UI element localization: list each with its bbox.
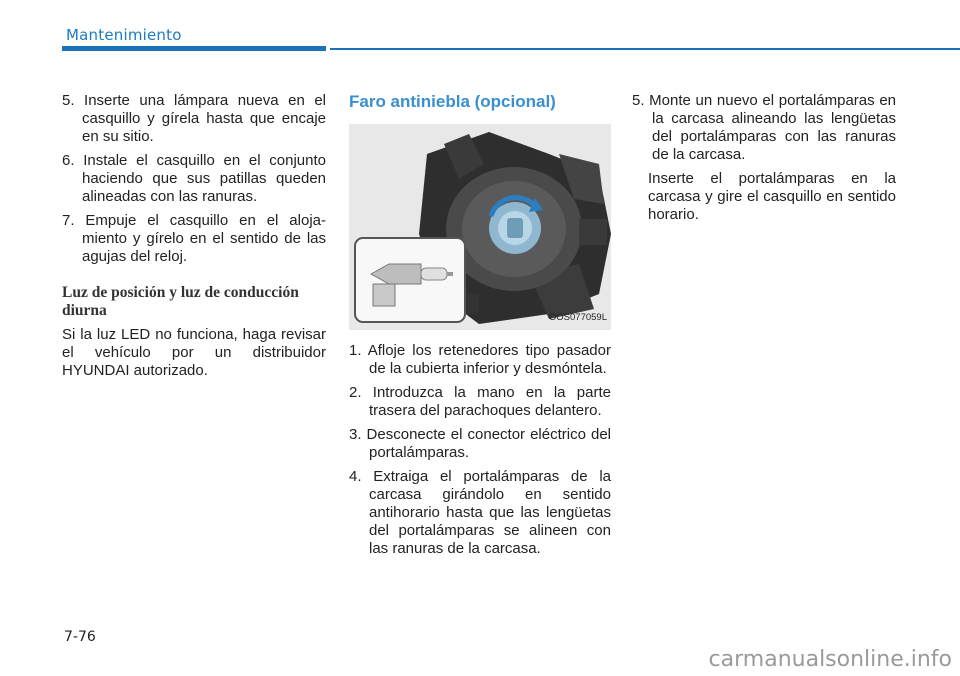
column-3 bbox=[632, 92, 896, 224]
page-number: 7-76 bbox=[64, 629, 96, 645]
column-1 bbox=[62, 92, 326, 380]
fog-lamp-figure bbox=[349, 124, 611, 330]
step-item: 5. Monte un nuevo el portalámparas en la carcasa alineando las lengüetas del portalámparas con las ranuras de la carcasa. bbox=[632, 92, 896, 163]
subheading-drl: Luz de posición y luz de conducción diurna bbox=[62, 284, 299, 319]
figure-code: OOS077059L bbox=[548, 312, 607, 323]
fog-lamp-illustration bbox=[349, 124, 611, 330]
header-rule-thin bbox=[330, 48, 960, 50]
header-rule-thick bbox=[62, 46, 326, 51]
watermark: carmanualsonline.info bbox=[708, 647, 952, 672]
step-item: 2. Introduzca la mano en la parte trasera del parachoques delantero. bbox=[349, 384, 611, 419]
steps-list-3 bbox=[632, 92, 896, 164]
step-item: 3. Desconecte el conector eléctrico del portalámparas. bbox=[349, 426, 611, 461]
steps-list-1 bbox=[62, 92, 326, 266]
step-item: 1. Afloje los retenedores tipo pasador de la cubierta inferior y desmóntela. bbox=[349, 342, 611, 377]
steps-list-2 bbox=[349, 342, 611, 558]
step-item: 6. Instale el casquillo en el conjunto haciendo que sus patillas queden alineadas con las ranuras. bbox=[62, 152, 326, 205]
section-title: Mantenimiento bbox=[66, 26, 182, 44]
paragraph-insert: Inserte el portalámparas en la carcasa y gire el casquillo en sentido horario. bbox=[648, 170, 896, 223]
step-item: 4. Extraiga el portalámparas de la carcasa girándolo en sentido antihorario hasta que las lengüetas del portalámparas se alineen con las ranuras de la carcasa. bbox=[349, 468, 611, 557]
step-item: 7. Empuje el casquillo en el aloja-miento y gírelo en el sentido de las agujas del reloj. bbox=[62, 212, 326, 265]
step-item: 5. Inserte una lámpara nueva en el casquillo y gírela hasta que encaje en su sitio. bbox=[62, 92, 326, 145]
heading-fog-lamp: Faro antiniebla (opcional) bbox=[349, 92, 556, 111]
paragraph-led: Si la luz LED no funciona, haga revisar el vehículo por un distribuidor HYUNDAI autorizado. bbox=[62, 326, 326, 379]
column-2 bbox=[349, 92, 611, 564]
